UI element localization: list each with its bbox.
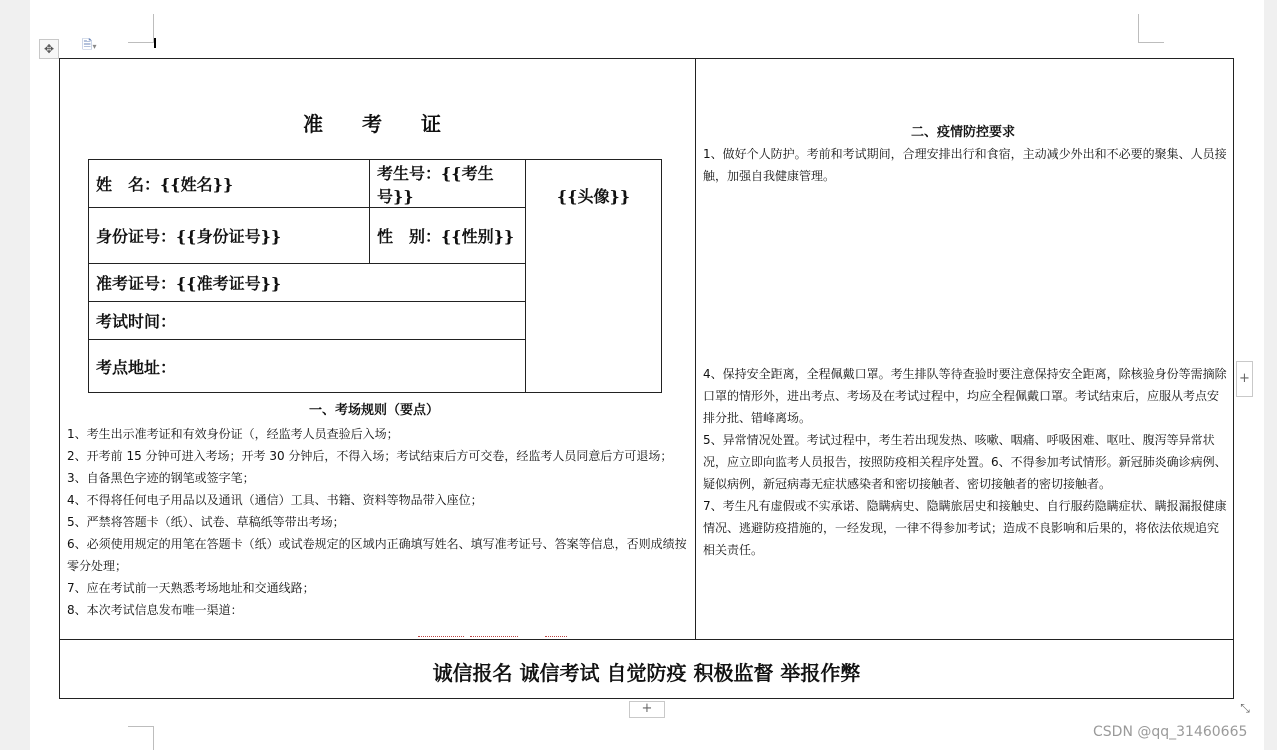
list-item: 6、必须使用规定的用笔在答题卡（纸）或试卷规定的区域内正确填写姓名、填写准考证号、答案等信息，否则成绩按零分处理； <box>67 537 687 573</box>
card-title: 准 考 证 <box>303 112 457 136</box>
crop-mark <box>153 726 154 750</box>
photo-cell[interactable]: {{头像}} <box>526 160 662 393</box>
move-icon: ✥ <box>43 42 55 56</box>
list-item: 2、开考前 15 分钟可进入考场；开考 30 分钟后，不得入场；考试结束后方可交卷，经监考人员同意后方可退场； <box>67 449 673 463</box>
epidemic-title: 二、疫情防控要求 <box>910 125 1015 140</box>
text-cursor <box>154 38 156 48</box>
id-number-cell[interactable]: 身份证号：{{身份证号}} <box>89 208 370 264</box>
list-item: 1、考生出示准考证和有效身份证（，经监考人员查验后入场； <box>67 427 399 441</box>
add-row-button[interactable] <box>629 701 665 718</box>
list-item: 1、做好个人防护。考前和考试期间，合理安排出行和食宿，主动减少外出和不必要的聚集、人员接触，加强自我健康管理。 <box>703 147 1227 183</box>
list-item: 5、异常情况处置。考试过程中，考生若出现发热、咳嗽、咽痛、呼吸困难、呕吐、腹泻等异常状况，应立即向监考人员报告，按照防疫相关程序处置。6、不得参加考试情形。新冠肺炎确诊病例、疑似病例，新冠病毒无症状感染者和密切接触者、密切接触者的密切接触者。 <box>703 433 1227 491</box>
crop-mark <box>1138 14 1139 42</box>
spellcheck-underline <box>470 636 518 638</box>
slogan: 诚信报名 诚信考试 自觉防疫 积极监督 举报作弊 <box>432 661 861 685</box>
spellcheck-underline <box>545 636 567 638</box>
rules-list <box>67 423 691 621</box>
name-cell[interactable]: 姓 名：{{姓名}} <box>89 160 370 208</box>
document-icon[interactable]: 🗎▾ <box>82 38 97 53</box>
list-item: 7、考生凡有虚假或不实承诺、隐瞒病史、隐瞒旅居史和接触史、自行服药隐瞒症状、瞒报漏报健康情况、逃避防疫措施的，一经发现，一律不得参加考试；造成不良影响和后果的，将依法依规追究相关责任。 <box>703 499 1227 557</box>
list-item: 5、严禁将答题卡（纸）、试卷、草稿纸等带出考场； <box>67 515 345 529</box>
list-item: 3、自备黑色字迹的钢笔或签字笔； <box>67 471 255 485</box>
epidemic-items-rest <box>703 363 1227 561</box>
epidemic-item-1 <box>703 143 1227 187</box>
list-item: 8、本次考试信息发布唯一渠道： <box>67 603 243 617</box>
exam-number-cell[interactable]: 考生号：{{考生号}} <box>370 160 526 208</box>
list-item: 4、不得将任何电子用品以及通讯（通信）工具、书籍、资料等物品带入座位； <box>67 493 483 507</box>
crop-mark <box>128 726 154 727</box>
watermark: CSDN @qq_31460665 <box>1093 724 1248 740</box>
list-item: 7、应在考试前一天熟悉考场地址和交通线路； <box>67 581 315 595</box>
candidate-info-table <box>88 159 662 393</box>
ticket-number-cell[interactable]: 准考证号：{{准考证号}} <box>89 264 526 302</box>
add-column-button[interactable] <box>1236 361 1253 397</box>
table-move-handle[interactable] <box>39 39 59 59</box>
rules-title: 一、考场规则（要点） <box>308 403 439 418</box>
crop-mark <box>1138 42 1164 43</box>
crop-mark <box>128 42 154 43</box>
plus-icon: + <box>1239 371 1250 386</box>
list-item: 4、保持安全距离，全程佩戴口罩。考生排队等待查验时要注意保持安全距离，除核验身份等需摘除口罩的情形外，进出考点、考场及在考试过程中，均应全程佩戴口罩。考试结束后，应服从考点安排分批、错峰离场。 <box>703 367 1227 425</box>
exam-time-cell[interactable]: 考试时间： <box>89 302 526 340</box>
plus-icon: + <box>641 701 653 716</box>
expand-icon[interactable]: ⤡ <box>1240 701 1250 715</box>
column-divider <box>695 58 696 640</box>
gender-cell[interactable]: 性 别：{{性别}} <box>370 208 526 264</box>
row-divider <box>59 639 1234 640</box>
exam-site-cell[interactable]: 考点地址： <box>89 340 526 393</box>
spellcheck-underline <box>418 636 464 638</box>
